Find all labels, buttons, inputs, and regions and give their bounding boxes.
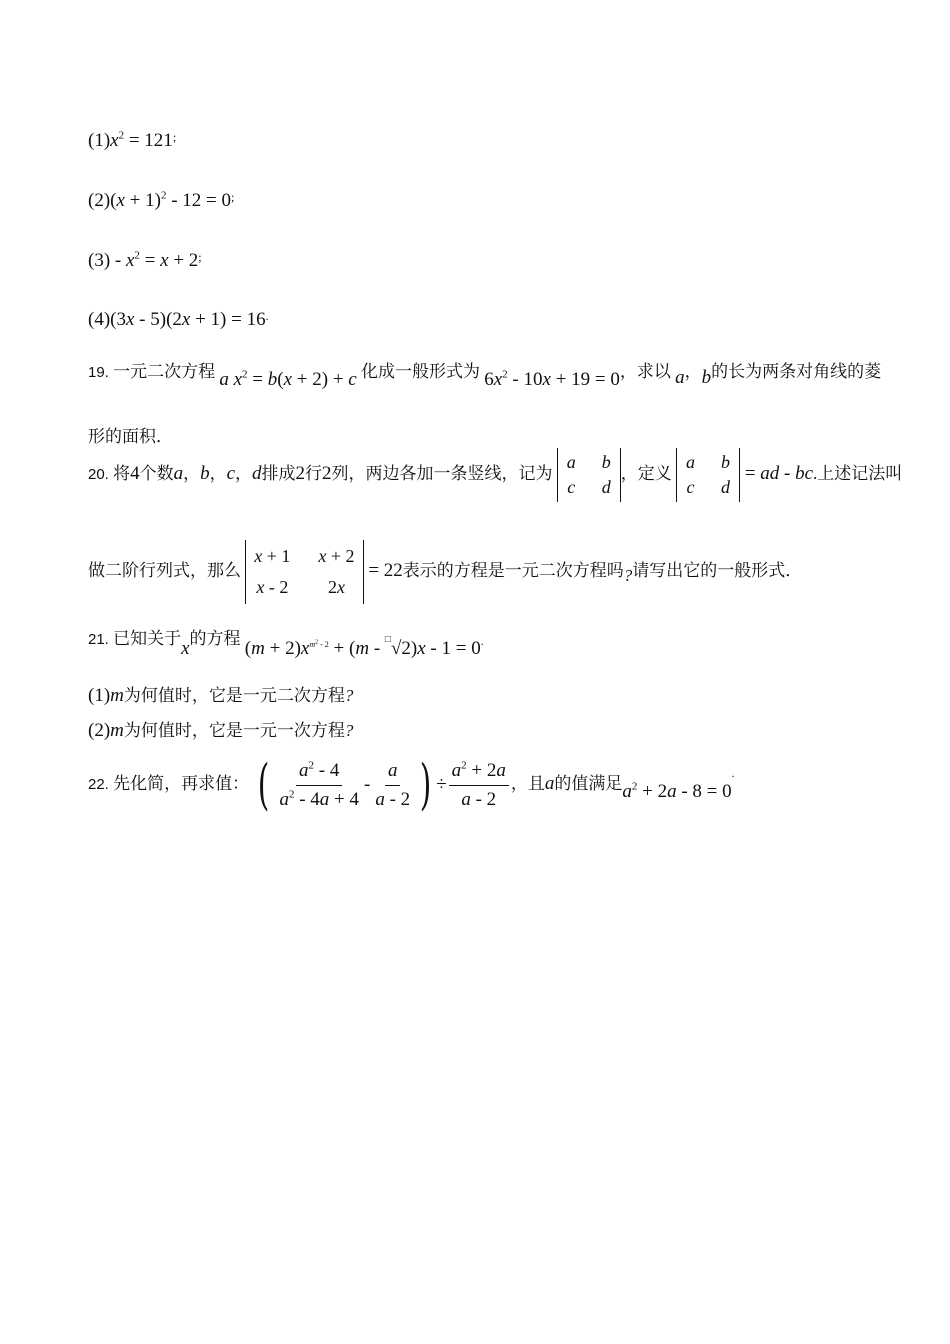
q20-equation-rhs: = 22: [363, 559, 403, 581]
q20-determinant-notation: a b c d: [557, 448, 621, 502]
q19: [88, 357, 882, 390]
q19-text: 一元二次方程: [113, 362, 216, 381]
q22-text-a: 先化简，再求值：: [113, 773, 250, 793]
q20-determinant-definition: a b c d: [676, 448, 740, 502]
q20-text-j: 请写出它的一般形式．: [632, 560, 803, 580]
q21-text-b: 的方程: [189, 629, 241, 648]
q18-part2-label: (2): [88, 190, 111, 211]
q21-number: 21.: [88, 631, 109, 648]
q22-expression: ( $\frac{a^2 - 4}{a^2 - 4a + 4}$ - $\frac{a}{a - 2}$ ) ÷ $\frac{a^2 + 2a}{a - 2}$: [253, 758, 511, 812]
q18-part2: $(2)(x + 1)^2 - 12 = 0^;$: [88, 189, 235, 211]
q20-text-i: 表示的方程是一元二次方程吗: [402, 560, 624, 580]
q20-text-b: 个数: [139, 463, 174, 483]
q19-var-a: a: [675, 367, 685, 388]
q21-text-a: 已知关于: [113, 629, 182, 648]
q21-part2: (2)m为何值时，它是一元一次方程?: [88, 720, 354, 741]
q20-text-c: 排成: [261, 463, 296, 483]
q20-text-e: 列，两边各加一条竖线，记为: [331, 463, 553, 483]
q22-condition: $a^2 + 2a - 8 = 0^.$: [622, 766, 735, 802]
q21-part1-text: 为何值时，它是一元二次方程: [123, 686, 345, 705]
q20-four: 4: [130, 462, 140, 484]
q18-part1: $(1)x^2 = 121^;$: [88, 129, 177, 151]
q22-text-b: ，且: [510, 773, 545, 793]
q22: [88, 753, 735, 816]
q20-number: 20.: [88, 465, 109, 483]
q20-two-1: 2: [295, 462, 306, 484]
q20-text-a: 将: [113, 463, 131, 483]
q21-part2-text: 为何值时，它是一元一次方程: [123, 721, 345, 740]
q19-text-3: ，求以: [619, 362, 671, 381]
q21-part2-label: (2): [88, 720, 111, 741]
q18-part1-label: (1): [88, 130, 111, 151]
q19-continued: [88, 422, 173, 447]
q19-general-form: $6x^2 - 10x + 19 = 0$: [484, 368, 620, 390]
q20: 20. 将4个数a，b，c，d排成2行2列，两边各加一条竖线，记为 a b c d ，定义 a b c d = ad - bc.上述记法叫: [88, 448, 902, 502]
q20-continued: 做二阶行列式，那么 x + 1 x + 2 x - 2 2x = 22表示的方程是一元二次方程吗?请写出它的一般形式．: [88, 540, 802, 604]
q18-part4: (4)(3x - 5)(2x + 1) = 16.: [88, 309, 269, 330]
q21-part1-label: (1): [88, 685, 111, 706]
q21-equation: $(m + 2)x^{m^2 - 2} + (m - ^□√2)x - 1 = 0^.$: [244, 634, 484, 659]
q18-part3-label: (3): [88, 250, 111, 271]
q22-text-c: 的值满足: [554, 773, 623, 793]
q18-part4-label: (4): [88, 309, 111, 330]
q19-comma: ，: [684, 362, 702, 381]
q20-text-f: ，定义: [620, 463, 672, 483]
q20-text-g: .上述记法叫: [813, 463, 903, 483]
q18-part3: $(3) - x^2 = x + 2^;$: [88, 249, 202, 271]
q19-text-5: 形的面积．: [88, 427, 173, 446]
q19-equation: a $x^2 = b(x + 2) + c$: [219, 368, 357, 390]
q21-var-x: x: [181, 638, 190, 659]
q20-text-h: 做二阶行列式，那么: [88, 560, 241, 580]
q20-text-d: 行: [305, 463, 323, 483]
q19-var-b: b: [701, 367, 712, 388]
q21: [88, 624, 484, 659]
q20-definition-value: = ad - bc: [740, 462, 814, 484]
q21-part1: (1)m为何值时，它是一元二次方程?: [88, 685, 354, 706]
q19-number: 19.: [88, 364, 109, 381]
q20-vars: a: [173, 462, 184, 484]
q22-var-a: a: [544, 772, 555, 794]
q19-text-4: 的长为两条对角线的菱: [711, 362, 882, 381]
q19-text-2: 化成一般形式为: [360, 362, 480, 381]
q20-determinant-equation: x + 1 x + 2 x - 2 2x: [245, 540, 363, 604]
q20-two-2: 2: [322, 462, 332, 484]
q22-number: 22.: [88, 775, 109, 793]
